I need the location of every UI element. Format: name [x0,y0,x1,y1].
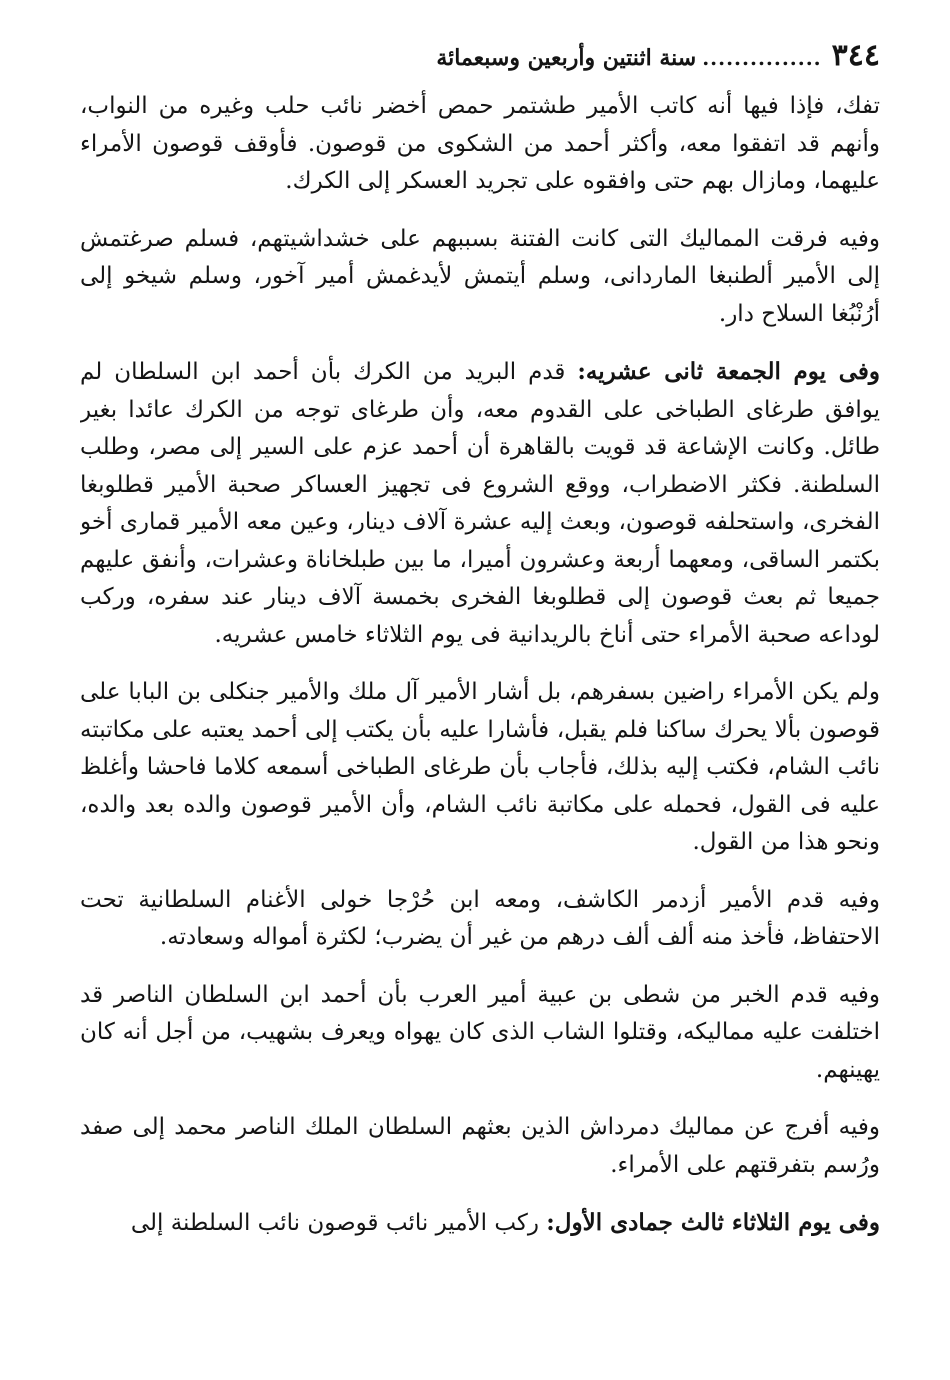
running-title: سنة اثنتين وأربعين وسبعمائة [436,45,697,71]
page-body [80,88,880,1243]
paragraph [80,977,880,1090]
paragraph-text: وفيه قدم الأمير أزدمر الكاشف، ومعه ابن حُرْجا خولى الأغنام السلطانية تحت الاحتفاظ، فأخذ منه ألف ألف درهم من غير أن يضرب؛ لكثرة أمواله وسعادته. [80,886,880,950]
paragraph-text: ولم يكن الأمراء راضين بسفرهم، بل أشار الأمير آل ملك والأمير جنكلى بن البابا على قوصون بألا يحرك ساكنا فلم يقبل، فأشارا عليه بأن يكتب إلى أحمد يعتبه على مكاتبته نائب الشام، فكتب إليه بذلك، فأجاب بأن طرغاى الطباخى أسمعه كلاما فاحشا وأغلظ عليه فى القول، فحمله على مكاتبة نائب الشام، وأن الأمير قوصون والده بعد والده، ونحو هذا من القول. [80,679,880,855]
paragraph-text: ركب الأمير نائب قوصون نائب السلطنة إلى [130,1210,547,1236]
paragraph [80,1109,880,1184]
paragraph [80,882,880,957]
book-page [80,38,880,1358]
paragraph-lead-date: وفى يوم الثلاثاء ثالث جمادى الأول: [546,1209,880,1236]
paragraph [80,674,880,862]
page-number: ٣٤٤ [831,38,880,73]
page-header [80,38,880,88]
header-dot-leader: ............... [702,46,822,70]
paragraph [80,353,880,654]
paragraph-text: وفيه أفرج عن مماليك دمرداش الذين بعثهم السلطان الملك الناصر محمد إلى صفد ورُسم بتفرقتهم على الأمراء. [80,1114,880,1178]
paragraph-text: تفك، فإذا فيها أنه كاتب الأمير طشتمر حمص أخضر نائب حلب وغيره من النواب، وأنهم قد اتفقوا معه، وأكثر أحمد من الشكوى من قوصون. فأوقف قوصون الأمراء عليهما، ومازال بهم حتى وافقوه على تجريد العسكر إلى الكرك. [80,93,880,194]
paragraph [80,88,880,201]
paragraph [80,1204,880,1243]
paragraph [80,221,880,334]
paragraph-text: قدم البريد من الكرك بأن أحمد ابن السلطان لم يوافق طرغاى الطباخى على القدوم معه، وأن طرغاى توجه من الكرك عائدا بغير طائل. وكانت الإشاعة قد قويت بالقاهرة أن أحمد عزم على السير إلى مصر، وطلب السلطنة. فكثر الاضطراب، ووقع الشروع فى تجهيز العساكر صحبة الأمير قطلوبغا الفخرى، واستحلفه قوصون، وبعث إليه عشرة آلاف دينار، وعين معه الأمير قمارى أخو بكتمر الساقى، ومعهما أربعة وعشرون أميرا، ما بين طبلخاناة وعشرات، وأنفق عليهم جميعا ثم بعث قوصون إلى قطلوبغا الفخرى بخمسة آلاف دينار عند سفره، وركب لوداعه صحبة الأمراء حتى أناخ بالريدانية فى يوم الثلاثاء خامس عشريه. [80,359,880,648]
paragraph-lead-date: وفى يوم الجمعة ثانى عشريه: [577,358,880,385]
paragraph-text: وفيه قدم الخبر من شطى بن عبية أمير العرب بأن أحمد ابن السلطان الناصر قد اختلفت عليه مماليكه، وقتلوا الشاب الذى كان يهواه ويعرف بشهيب، من أجل أنه كان يهينهم. [80,981,880,1083]
paragraph-text: وفيه فرقت المماليك التى كانت الفتنة بسببهم على خشداشيتهم، فسلم صرغتمش إلى الأمير ألطنبغا الماردانى، وسلم أيتمش لأيدغمش أمير آخور، وسلم شيخو إلى أرُنْبُغا السلاح دار. [80,225,880,327]
